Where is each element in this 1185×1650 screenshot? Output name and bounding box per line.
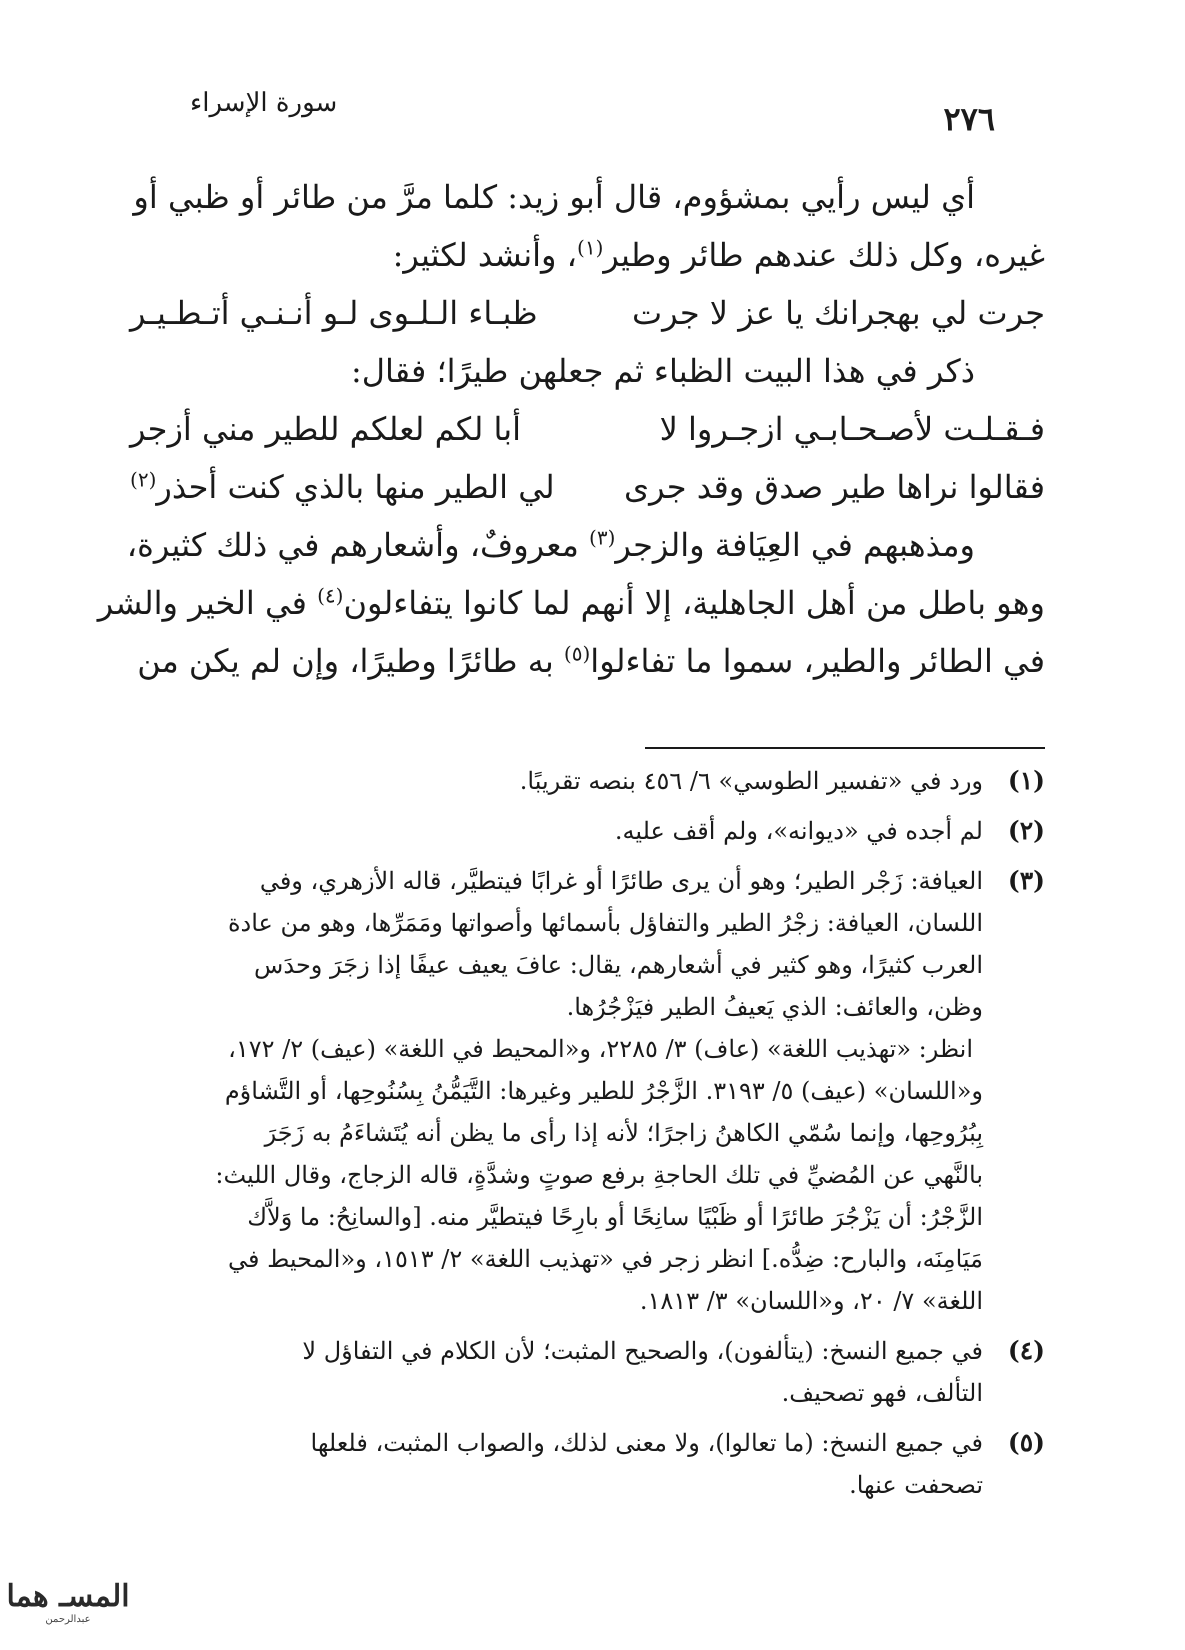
footnote-ref: (٢) [130, 467, 157, 492]
footnote-separator [645, 747, 1045, 749]
main-line: ومذهبهم في العِيَافة والزجر$^{(٣)}$ معروفٌ، وأشعارهم في ذلك كثيرة، [126, 525, 975, 564]
main-line: وهو باطل من أهل الجاهلية، إلا أنهم لما كانوا يتفاءلون$^{(٤)}$ في الخير والشر [97, 583, 1045, 622]
footnote-line: بالنَّهي عن المُضيِّ في تلك الحاجةِ برفع صوتٍ وشدَّةٍ، قاله الزجاج، وقال الليث: [215, 1161, 983, 1189]
publisher-logo-icon [8, 1570, 128, 1628]
footnote-line: مَيَامِنَه، والبارح: ضِدُّه.] انظر زجر في «تهذيب اللغة» ٢/ ١٥١٣، و«المحيط في [227, 1245, 983, 1273]
footnote-line: انظر: «تهذيب اللغة» (عاف) ٣/ ٢٢٨٥، و«المحيط في اللغة» (عيف) ٢/ ١٧٢، [228, 1035, 973, 1063]
verse-first-hemistich: جرت لي بهجرانك يا عز لا جرت [632, 294, 1045, 332]
footnote-ref: (٣) [589, 525, 616, 550]
page-number: ٢٧٦ [943, 100, 995, 138]
poem-verse [130, 400, 1045, 458]
footnote-line: اللغة» ٧/ ٢٠، و«اللسان» ٣/ ١٨١٣. [639, 1287, 983, 1315]
main-line: في الطائر والطير، سموا ما تفاءلوا$^{(٥)}$ به طائرًا وطيرًا، وإن لم يكن من [137, 641, 1045, 680]
footnote-line: في جميع النسخ: (يتألفون)، والصحيح المثبت؛ لأن الكلام في التفاؤل لا [302, 1337, 983, 1365]
footnotes [130, 760, 1045, 1514]
footnote-number: (٢) [1007, 816, 1045, 845]
verse-first-hemistich: فـقـلـت لأصـحـابـي ازجـروا لا [659, 410, 1045, 448]
footnote [130, 760, 1045, 802]
footnote-number: (١) [1007, 766, 1045, 795]
surah-title: سورة الإسراء [190, 88, 338, 118]
svg-text:عبدالرحمن: عبدالرحمن [45, 1614, 91, 1625]
footnote-line: العرب كثيرًا، وهو كثير في أشعارهم، يقال: عافَ يعيف عيفًا إذا زجَرَ وحدَس [254, 951, 983, 979]
footnote-number: (٥) [1007, 1428, 1045, 1457]
footnote [130, 1422, 1045, 1506]
verse-second-hemistich: لي الطير منها بالذي كنت أحذر$^{(٢)}$ [130, 467, 555, 506]
footnote-ref: (٥) [563, 641, 591, 666]
footnote-number: (٣) [1007, 866, 1045, 895]
footnote-line: لم أجده في «ديوانه»، ولم أقف عليه. [614, 817, 983, 845]
page-header [190, 78, 995, 138]
footnote-line: بِبُرُوحِها، وإنما سُمّي الكاهنُ زاجرًا؛ لأنه إذا رأى ما يظن أنه يُتَشاءَمُ به زَجَرَ [264, 1119, 983, 1147]
footnote-line: وظن، والعائف: الذي يَعيفُ الطير فيَزْجُرُها. [566, 993, 983, 1021]
footnote-line: في جميع النسخ: (ما تعالوا)، ولا معنى لذلك، والصواب المثبت، فلعلها [310, 1429, 983, 1457]
main-text [97, 168, 1045, 690]
footnote [130, 810, 1045, 852]
footnote-line: العيافة: زَجْر الطير؛ وهو أن يرى طائرًا أو غرابًا فيتطيَّر، قاله الأزهري، وفي [259, 867, 983, 895]
footnote-line: ورد في «تفسير الطوسي» ٦/ ٤٥٦ بنصه تقريبًا. [519, 767, 983, 795]
verse-first-hemistich: فقالوا نراها طير صدق وقد جرى [624, 468, 1045, 506]
main-line: غيره، وكل ذلك عندهم طائر وطير$^{(١)}$، وأنشد لكثير: [392, 235, 1045, 274]
footnote-line: تصحفت عنها. [849, 1471, 983, 1499]
main-line: أي ليس رأيي بمشؤوم، قال أبو زيد: كلما مرَّ من طائر أو ظبي أو [133, 178, 975, 216]
footnote [130, 1330, 1045, 1414]
svg-text:المسـ هما: المسـ هما [6, 1579, 130, 1614]
poem-verse [130, 284, 1045, 342]
footnote-ref: (١) [577, 235, 604, 260]
footnote-line: و«اللسان» (عيف) ٥/ ٣١٩٣. الزَّجْرُ للطير وغيرها: التَّيَمُّنُ بِسُنُوحِها، أو التَّشاؤم [224, 1077, 983, 1105]
footnote-line: اللسان، العيافة: زجْرُ الطير والتفاؤل بأسمائها وأصواتها ومَمَرِّها، وهو من عادة [227, 909, 983, 937]
footnote-number: (٤) [1007, 1336, 1045, 1365]
verse-second-hemistich: ظبـاء الـلـوى لـو أنـنـي أتـطـيـر [130, 294, 538, 332]
main-line: ذكر في هذا البيت الظباء ثم جعلهن طيرًا؛ فقال: [351, 352, 975, 390]
footnote-ref: (٤) [317, 583, 344, 608]
footnote-line: التألف، فهو تصحيف. [781, 1379, 983, 1407]
footnote [130, 860, 1045, 1322]
verse-second-hemistich: أبا لكم لعلكم للطير مني أزجر [130, 410, 522, 448]
footnote-line: الزَّجْرُ: أن يَزْجُرَ طائرًا أو ظَبْيًا سانِحًا أو بارِحًا فيتطيَّر منه. [والسانِحُ: ما وَلاَّك [247, 1203, 983, 1231]
poem-verse [130, 458, 1045, 516]
